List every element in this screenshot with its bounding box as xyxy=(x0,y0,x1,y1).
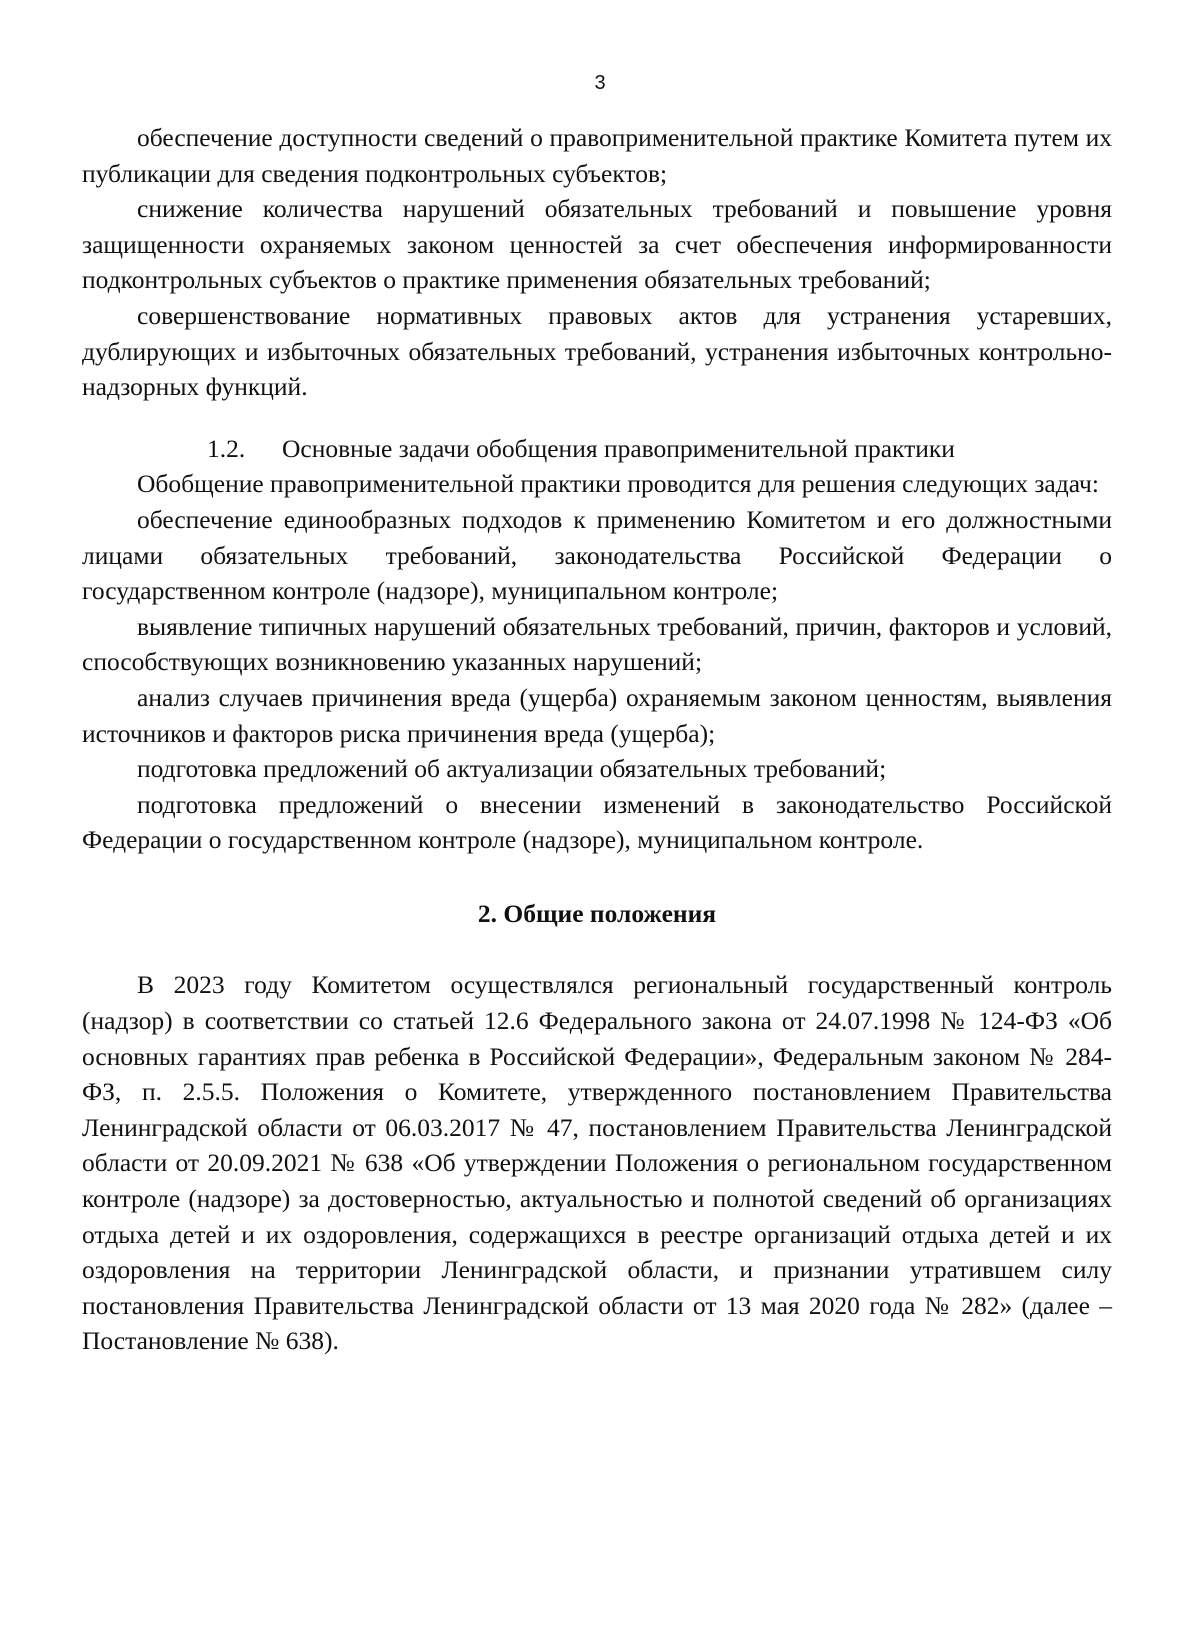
paragraph-1-2-5: подготовка предложений об актуализации обязательных требований; xyxy=(137,754,887,784)
paragraph-1-2-4: анализ случаев причинения вреда (ущерба) охраняемым законом ценностям, выявления источников и факторов риска причинения вреда (ущерба); xyxy=(82,682,1112,748)
paragraph-intro-3: совершенствование нормативных правовых актов для устранения устаревших, дублирующих и избыточных обязательных требований, устранения избыточных контрольно-надзорных функций. xyxy=(82,300,1112,402)
page-number: 3 xyxy=(594,72,606,94)
document-body xyxy=(82,120,1112,1359)
paragraph-intro-2: снижение количества нарушений обязательных требований и повышение уровня защищенности охраняемых законом ценностей за счет обеспечения информированности подконтрольных субъектов о практике применения обязательных требований; xyxy=(82,194,1112,295)
section-1-2-title: Основные задачи обобщения правоприменительной практики xyxy=(282,433,955,463)
section-2-heading: 2. Общие положения xyxy=(477,898,717,928)
paragraph-2-1: В 2023 году Комитетом осуществлялся региональный государственный контроль (надзор) в соответствии со статьей 12.6 Федерального закона от 24.07.1998 № 124-ФЗ «Об основных гарантиях прав ребенка в Российской Федерации», Федеральным законом № 284-ФЗ, п. 2.5.5. Положения о Комитете, утвержденного постановлением Правительства Ленинградской области от 06.03.2017 № 47, постановлением Правительства Ленинградской области от 20.09.2021 № 638 «Об утверждении Положения о региональном государственном контроле (надзоре) за достоверностью, актуальностью и полнотой сведений об организациях отдыха детей и их оздоровления, содержащихся в реестре организаций отдыха детей и их оздоровления на территории Ленинградской области, и признании утратившем силу постановления Правительства Ленинградской области от 13 мая 2020 года № 282» (далее – Постановление № 638). xyxy=(82,970,1112,1356)
paragraph-intro-1: обеспечение доступности сведений о правоприменительной практике Комитета путем их публикации для сведения подконтрольных субъектов; xyxy=(82,123,1112,188)
paragraph-1-2-6: подготовка предложений о внесении изменений в законодательство Российской Федерации о государственном контроле (надзоре), муниципальном контроле. xyxy=(82,789,1112,855)
section-1-2-heading xyxy=(82,431,1112,467)
paragraph-1-2-3: выявление типичных нарушений обязательных требований, причин, факторов и условий, способствующих возникновению указанных нарушений; xyxy=(82,611,1112,677)
paragraph-1-2-1: Обобщение правоприменительной практики проводится для решения следующих задач: xyxy=(137,469,1099,499)
section-1-2-number: 1.2. xyxy=(207,433,246,463)
paragraph-1-2-2: обеспечение единообразных подходов к применению Комитетом и его должностными лицами обязательных требований, законодательства Российской Федерации о государственном контроле (надзоре), муниципальном контроле; xyxy=(82,504,1112,606)
